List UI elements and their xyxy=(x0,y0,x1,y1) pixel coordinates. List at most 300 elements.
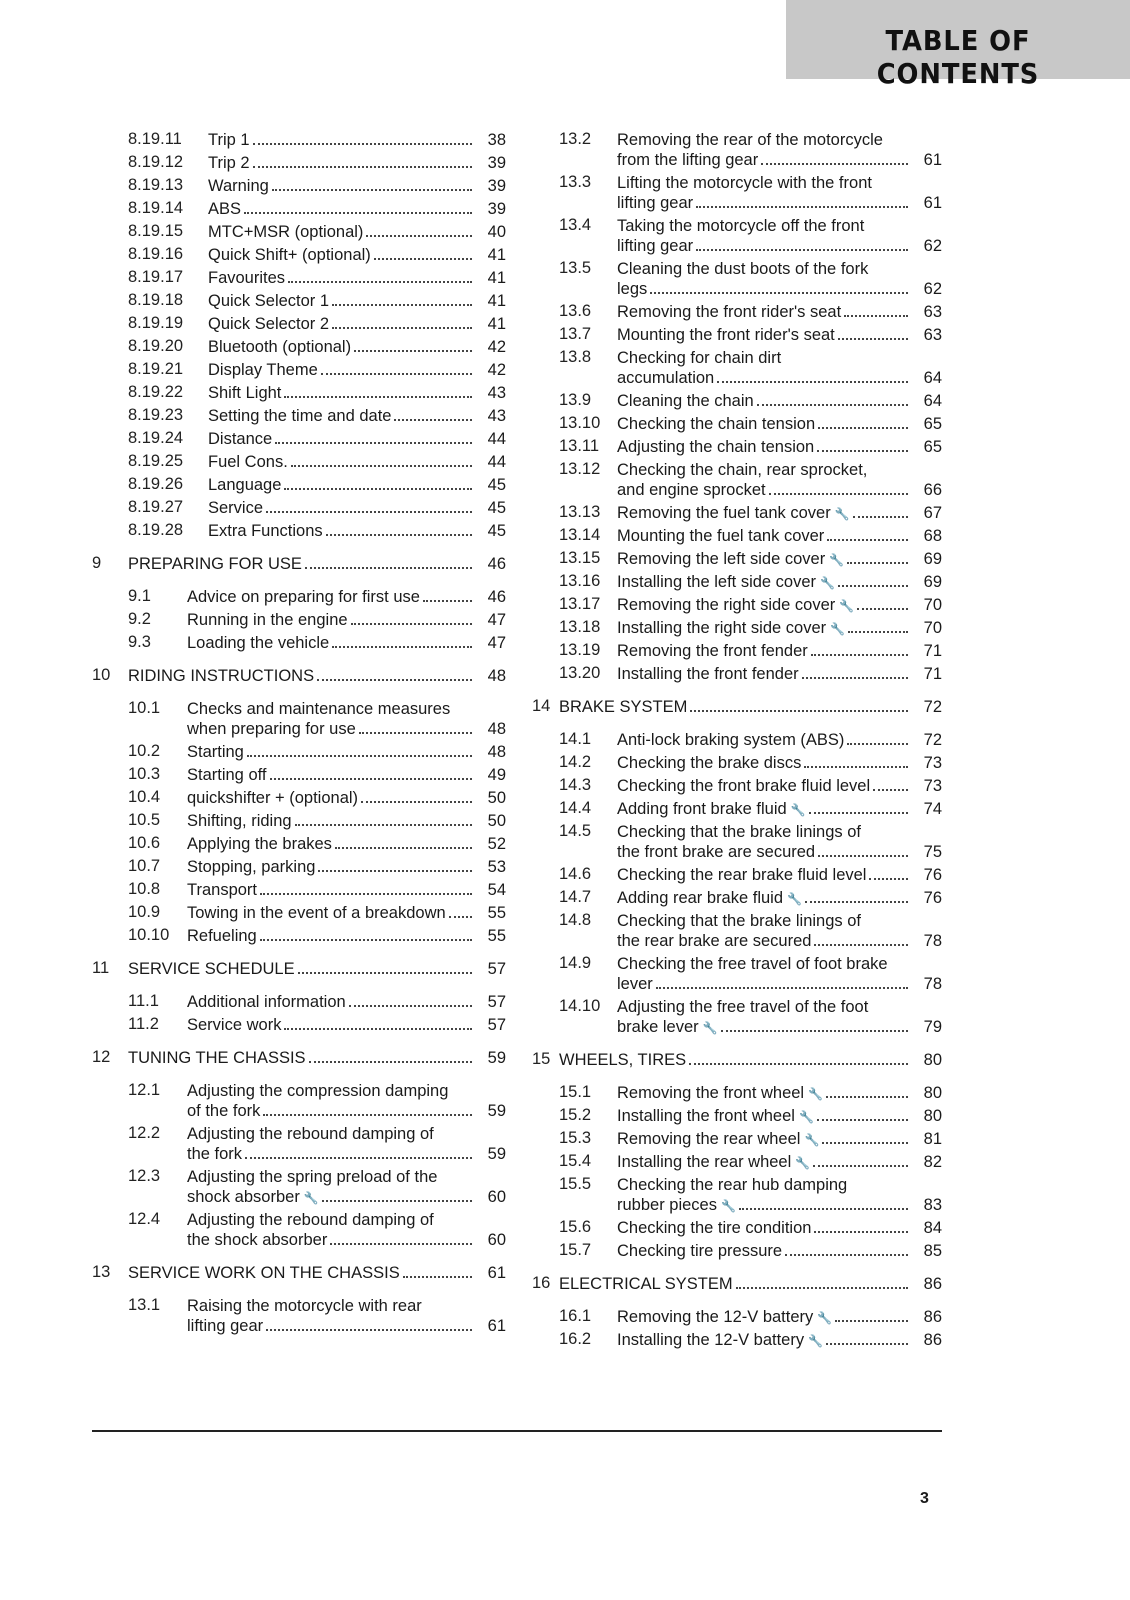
dot-leader xyxy=(326,534,472,536)
dot-leader xyxy=(761,163,908,165)
toc-entry-number: 10.4 xyxy=(128,788,161,806)
toc-entry-title: shock absorber xyxy=(187,1188,300,1206)
toc-entry[interactable] xyxy=(532,1274,942,1294)
dot-leader xyxy=(322,1200,472,1202)
toc-entry[interactable] xyxy=(92,245,506,265)
toc-entry-page: 69 xyxy=(923,573,942,591)
toc-entry[interactable] xyxy=(92,222,506,242)
toc-entry-title: Removing the front fender xyxy=(617,642,808,660)
toc-entry[interactable] xyxy=(532,572,942,592)
toc-entry[interactable] xyxy=(532,776,942,796)
toc-entry[interactable] xyxy=(532,1129,942,1149)
toc-entry-number: 8.19.14 xyxy=(128,199,184,217)
toc-entry[interactable] xyxy=(532,1307,942,1327)
toc-entry[interactable] xyxy=(92,452,506,472)
toc-entry[interactable] xyxy=(92,857,506,877)
toc-entry-page: 66 xyxy=(923,481,942,499)
toc-entry-page: 73 xyxy=(923,777,942,795)
toc-entry-number: 10.3 xyxy=(128,765,161,783)
toc-entry-title: and engine sprocket xyxy=(617,481,766,499)
toc-entry-number: 8.19.18 xyxy=(128,291,184,309)
toc-entry-page: 85 xyxy=(923,1242,942,1260)
toc-entry-title: Checking the chain tension xyxy=(617,415,816,433)
toc-entry-page: 69 xyxy=(923,550,942,568)
toc-entry[interactable] xyxy=(92,610,506,630)
dot-leader xyxy=(291,465,472,467)
toc-entry[interactable] xyxy=(532,822,942,862)
toc-entry-title: Checking the free travel of foot brake xyxy=(617,955,888,973)
toc-entry[interactable] xyxy=(532,595,942,615)
dot-leader xyxy=(270,778,473,780)
toc-entry[interactable] xyxy=(92,429,506,449)
wrench-icon: 🔧 xyxy=(830,622,846,636)
toc-entry[interactable] xyxy=(92,406,506,426)
toc-entry-number: 12.1 xyxy=(128,1081,161,1099)
toc-entry-title: Removing the left side cover xyxy=(617,550,826,568)
toc-entry-title: Trip 2 xyxy=(208,154,250,172)
toc-entry-title: Checking tire pressure xyxy=(617,1242,783,1260)
toc-entry-page: 75 xyxy=(923,843,942,861)
dot-leader xyxy=(650,292,908,294)
toc-entry-title: legs xyxy=(617,280,648,298)
toc-entry-page: 60 xyxy=(487,1188,506,1206)
toc-entry-page: 62 xyxy=(923,280,942,298)
toc-entry-number: 15.3 xyxy=(559,1129,592,1147)
toc-entry-number: 16.2 xyxy=(559,1330,592,1348)
toc-entry[interactable] xyxy=(532,954,942,994)
dot-leader xyxy=(253,166,472,168)
toc-entry-number: 8.19.16 xyxy=(128,245,184,263)
toc-entry-number: 13.6 xyxy=(559,302,592,320)
toc-entry[interactable] xyxy=(92,199,506,219)
toc-entry-title: Transport xyxy=(187,881,257,899)
toc-entry-page: 50 xyxy=(487,812,506,830)
toc-entry[interactable] xyxy=(92,176,506,196)
toc-entry[interactable] xyxy=(532,997,942,1037)
toc-entry-title: Lifting the motorcycle with the front xyxy=(617,174,872,192)
toc-entry-number: 8.19.20 xyxy=(128,337,184,355)
toc-entry-page: 57 xyxy=(487,1016,506,1034)
toc-entry-page: 82 xyxy=(923,1153,942,1171)
toc-entry-page: 73 xyxy=(923,754,942,772)
toc-entry-title: Adjusting the compression damping xyxy=(187,1082,449,1100)
toc-entry-number: 14.10 xyxy=(559,997,601,1015)
toc-entry[interactable] xyxy=(92,880,506,900)
toc-entry-title: Adjusting the spring preload of the xyxy=(187,1168,438,1186)
toc-entry-number: 9.3 xyxy=(128,633,151,651)
toc-entry-page: 86 xyxy=(923,1275,942,1293)
toc-entry[interactable] xyxy=(92,1263,506,1283)
toc-entry-page: 44 xyxy=(487,453,506,471)
toc-entry[interactable] xyxy=(532,697,942,717)
toc-entry-number: 8.19.22 xyxy=(128,383,184,401)
toc-entry-title: Checks and maintenance measures xyxy=(187,700,451,718)
toc-entry[interactable] xyxy=(532,259,942,299)
toc-entry-title: Installing the front wheel xyxy=(617,1107,795,1125)
toc-entry-number: 15.7 xyxy=(559,1241,592,1259)
toc-entry-page: 76 xyxy=(923,889,942,907)
toc-entry-page: 38 xyxy=(487,131,506,149)
toc-entry-number: 13.16 xyxy=(559,572,601,590)
toc-entry-page: 40 xyxy=(487,223,506,241)
toc-entry-page: 60 xyxy=(487,1231,506,1249)
toc-entry-number: 13.4 xyxy=(559,216,592,234)
dot-leader xyxy=(423,600,472,602)
toc-entry-page: 41 xyxy=(487,246,506,264)
wrench-icon: 🔧 xyxy=(804,1133,820,1147)
toc-entry-page: 80 xyxy=(923,1051,942,1069)
toc-entry-number: 13.17 xyxy=(559,595,601,613)
toc-entry[interactable] xyxy=(92,268,506,288)
toc-entry-number: 14.8 xyxy=(559,911,592,929)
toc-entry[interactable] xyxy=(92,788,506,808)
toc-entry[interactable] xyxy=(532,911,942,951)
toc-entry-title: BRAKE SYSTEM xyxy=(559,698,688,716)
toc-entry-title: Anti-lock braking system (ABS) xyxy=(617,731,845,749)
toc-entry[interactable] xyxy=(532,753,942,773)
toc-entry-title: ELECTRICAL SYSTEM xyxy=(559,1275,733,1293)
toc-entry-title: Cleaning the dust boots of the fork xyxy=(617,260,869,278)
toc-entry[interactable] xyxy=(92,475,506,495)
dot-leader xyxy=(857,608,908,610)
toc-entry-number: 11.2 xyxy=(128,1015,159,1033)
toc-entry-title: Taking the motorcycle off the front xyxy=(617,217,865,235)
wrench-icon: 🔧 xyxy=(817,1311,833,1325)
dot-leader xyxy=(275,442,472,444)
toc-entry-number: 8.19.17 xyxy=(128,268,184,286)
dot-leader xyxy=(721,1030,908,1032)
toc-entry-title: quickshifter + (optional) xyxy=(187,789,359,807)
toc-entry-number: 13.20 xyxy=(559,664,601,682)
toc-entry[interactable] xyxy=(532,549,942,569)
toc-entry[interactable] xyxy=(532,414,942,434)
toc-entry-page: 78 xyxy=(923,975,942,993)
toc-entry-number: 10 xyxy=(92,666,111,684)
toc-entry-page: 61 xyxy=(923,194,942,212)
toc-entry-page: 86 xyxy=(923,1331,942,1349)
toc-entry[interactable] xyxy=(92,291,506,311)
toc-entry-number: 9.2 xyxy=(128,610,151,628)
toc-entry-page: 61 xyxy=(487,1317,506,1335)
toc-entry[interactable] xyxy=(92,765,506,785)
toc-entry[interactable] xyxy=(532,302,942,322)
dot-leader xyxy=(394,419,472,421)
toc-entry-title: Warning xyxy=(208,177,269,195)
dot-leader xyxy=(263,1114,472,1116)
wrench-icon: 🔧 xyxy=(787,892,802,906)
toc-entry-title: Checking the front brake fluid level xyxy=(617,777,871,795)
dot-leader xyxy=(736,1287,908,1289)
toc-entry[interactable] xyxy=(532,888,942,908)
toc-entry-title: Installing the left side cover xyxy=(617,573,817,591)
toc-entry-page: 59 xyxy=(487,1102,506,1120)
toc-entry[interactable] xyxy=(532,1083,942,1103)
toc-entry-page: 55 xyxy=(487,927,506,945)
toc-entry-title: Trip 1 xyxy=(208,131,250,149)
dot-leader xyxy=(826,1096,908,1098)
toc-entry-page: 57 xyxy=(487,960,506,978)
toc-entry[interactable] xyxy=(532,437,942,457)
toc-entry-number: 16.1 xyxy=(559,1307,592,1325)
toc-entry-page: 39 xyxy=(487,177,506,195)
toc-entry-title: SERVICE SCHEDULE xyxy=(128,960,295,978)
dot-leader xyxy=(332,646,472,648)
toc-entry-page: 63 xyxy=(923,326,942,344)
dot-leader xyxy=(814,1231,908,1233)
toc-entry[interactable] xyxy=(92,1167,506,1207)
toc-entry-title: Removing the front wheel xyxy=(617,1084,805,1102)
toc-entry-number: 16 xyxy=(532,1274,551,1292)
toc-entry-page: 57 xyxy=(487,993,506,1011)
dot-leader xyxy=(361,801,472,803)
dot-leader xyxy=(827,539,908,541)
toc-entry[interactable] xyxy=(532,216,942,256)
dot-leader xyxy=(288,281,472,283)
dot-leader xyxy=(332,304,472,306)
toc-entry-title: Loading the vehicle xyxy=(187,634,330,652)
toc-entry[interactable] xyxy=(532,865,942,885)
toc-entry[interactable] xyxy=(532,526,942,546)
toc-entry-title: lifting gear xyxy=(187,1317,264,1335)
dot-leader xyxy=(359,732,472,734)
toc-entry[interactable] xyxy=(92,1081,506,1121)
dot-leader xyxy=(403,1276,472,1278)
dot-leader xyxy=(253,143,472,145)
dot-leader xyxy=(757,404,908,406)
toc-entry[interactable] xyxy=(92,314,506,334)
toc-entry[interactable] xyxy=(92,666,506,686)
toc-entry[interactable] xyxy=(532,730,942,750)
toc-entry[interactable] xyxy=(92,1048,506,1068)
toc-entry-number: 14.2 xyxy=(559,753,592,771)
toc-entry-title: Bluetooth (optional) xyxy=(208,338,352,356)
toc-entry[interactable] xyxy=(532,460,942,500)
toc-entry-title: the front brake are secured xyxy=(617,843,816,861)
toc-entry[interactable] xyxy=(92,587,506,607)
dot-leader xyxy=(656,987,908,989)
toc-entry-page: 72 xyxy=(923,698,942,716)
dot-leader xyxy=(260,893,472,895)
dot-leader xyxy=(690,710,908,712)
toc-entry-title: Adjusting the free travel of the foot xyxy=(617,998,869,1016)
toc-entry-title: Favourites xyxy=(208,269,286,287)
toc-entry-title: Checking the rear brake fluid level xyxy=(617,866,867,884)
toc-entry-page: 55 xyxy=(487,904,506,922)
toc-entry[interactable] xyxy=(92,811,506,831)
toc-entry-title: RIDING INSTRUCTIONS xyxy=(128,667,315,685)
toc-entry-title: Advice on preparing for first use xyxy=(187,588,420,606)
toc-entry[interactable] xyxy=(532,664,942,684)
toc-entry[interactable] xyxy=(92,633,506,653)
toc-entry-title: Adding front brake fluid xyxy=(617,800,787,818)
toc-entry[interactable] xyxy=(92,1210,506,1250)
toc-entry-title: Stopping, parking xyxy=(187,858,316,876)
dot-leader xyxy=(813,1165,908,1167)
toc-entry-title: Service work xyxy=(187,1016,282,1034)
toc-entry[interactable] xyxy=(92,521,506,541)
toc-entry[interactable] xyxy=(92,992,506,1012)
wrench-icon: 🔧 xyxy=(834,507,850,521)
toc-entry-number: 10.10 xyxy=(128,926,170,944)
toc-entry[interactable] xyxy=(92,742,506,762)
toc-entry[interactable] xyxy=(532,1218,942,1238)
toc-entry-title: of the fork xyxy=(187,1102,261,1120)
toc-entry-number: 13.9 xyxy=(559,391,592,409)
toc-entry-page: 49 xyxy=(487,766,506,784)
dot-leader xyxy=(309,1061,472,1063)
toc-entry-page: 68 xyxy=(923,527,942,545)
toc-entry[interactable] xyxy=(92,926,506,946)
toc-entry[interactable] xyxy=(532,173,942,213)
toc-entry[interactable] xyxy=(92,383,506,403)
toc-entry-number: 10.6 xyxy=(128,834,161,852)
toc-entry-page: 80 xyxy=(923,1107,942,1125)
toc-entry[interactable] xyxy=(532,130,942,170)
toc-entry-number: 10.2 xyxy=(128,742,161,760)
dot-leader xyxy=(785,1254,908,1256)
toc-entry-title: Quick Shift+ (optional) xyxy=(208,246,371,264)
dot-leader xyxy=(869,878,908,880)
toc-entry[interactable] xyxy=(532,503,942,523)
dot-leader xyxy=(374,258,472,260)
toc-entry-title: lifting gear xyxy=(617,237,694,255)
toc-entry[interactable] xyxy=(532,1106,942,1126)
toc-entry-number: 13.8 xyxy=(559,348,592,366)
toc-entry-title: Starting off xyxy=(187,766,267,784)
toc-entry-title: Removing the rear wheel xyxy=(617,1130,801,1148)
dot-leader xyxy=(260,939,472,941)
toc-entry-number: 12.4 xyxy=(128,1210,161,1228)
toc-entry-page: 44 xyxy=(487,430,506,448)
toc-entry-title: rubber pieces xyxy=(617,1196,717,1214)
toc-entry[interactable] xyxy=(92,554,506,574)
toc-entry-number: 8.19.15 xyxy=(128,222,184,240)
toc-entry[interactable] xyxy=(532,1330,942,1350)
toc-entry-page: 79 xyxy=(923,1018,942,1036)
toc-entry-title: Running in the engine xyxy=(187,611,348,629)
toc-entry[interactable] xyxy=(92,903,506,923)
dot-leader xyxy=(873,789,908,791)
dot-leader xyxy=(349,1005,472,1007)
wrench-icon: 🔧 xyxy=(795,1156,811,1170)
toc-entry[interactable] xyxy=(532,1050,942,1070)
toc-entry-number: 8.19.21 xyxy=(128,360,184,378)
toc-entry[interactable] xyxy=(532,799,942,819)
toc-entry-title: Towing in the event of a breakdown xyxy=(187,904,446,922)
toc-entry-page: 74 xyxy=(923,800,942,818)
toc-entry[interactable] xyxy=(92,959,506,979)
toc-entry-number: 10.8 xyxy=(128,880,161,898)
dot-leader xyxy=(449,916,472,918)
dot-leader xyxy=(805,901,908,903)
toc-entry-page: 64 xyxy=(923,369,942,387)
dot-leader xyxy=(817,1119,908,1121)
toc-entry-number: 8.19.27 xyxy=(128,498,184,516)
toc-entry[interactable] xyxy=(532,618,942,638)
toc-entry-title: Removing the fuel tank cover xyxy=(617,504,831,522)
dot-leader xyxy=(335,847,472,849)
toc-entry-title: Removing the 12-V battery xyxy=(617,1308,814,1326)
toc-entry[interactable] xyxy=(532,348,942,388)
toc-entry-number: 14.9 xyxy=(559,954,592,972)
dot-leader xyxy=(826,1343,908,1345)
dot-leader xyxy=(305,567,472,569)
toc-entry-title: Removing the rear of the motorcycle xyxy=(617,131,883,149)
toc-entry[interactable] xyxy=(92,498,506,518)
toc-entry[interactable] xyxy=(92,337,506,357)
toc-entry-title: Checking the brake discs xyxy=(617,754,802,772)
toc-entry-title: the shock absorber xyxy=(187,1231,328,1249)
toc-entry-number: 13.18 xyxy=(559,618,601,636)
toc-entry[interactable] xyxy=(532,1152,942,1172)
dot-leader xyxy=(814,944,908,946)
toc-entry[interactable] xyxy=(92,1296,506,1336)
wrench-icon: 🔧 xyxy=(702,1021,718,1035)
dot-leader xyxy=(822,1142,908,1144)
toc-entry[interactable] xyxy=(92,834,506,854)
toc-entry-number: 14.7 xyxy=(559,888,592,906)
toc-entry-title: the rear brake are secured xyxy=(617,932,812,950)
toc-entry-page: 71 xyxy=(923,665,942,683)
toc-entry-page: 72 xyxy=(923,731,942,749)
toc-entry-title: lifting gear xyxy=(617,194,694,212)
toc-entry-number: 14 xyxy=(532,697,551,715)
toc-entry[interactable] xyxy=(532,325,942,345)
dot-leader xyxy=(317,679,472,681)
toc-entry[interactable] xyxy=(92,1015,506,1035)
toc-entry-page: 70 xyxy=(923,619,942,637)
dot-leader xyxy=(817,450,908,452)
dot-leader xyxy=(321,373,472,375)
dot-leader xyxy=(245,1157,472,1159)
dot-leader xyxy=(847,562,908,564)
toc-entry-title: Starting xyxy=(187,743,244,761)
toc-entry-title: Checking that the brake linings of xyxy=(617,912,861,930)
page-title: TABLE OF CONTENTS xyxy=(876,24,1040,90)
toc-entry[interactable] xyxy=(92,699,506,739)
dot-leader xyxy=(295,824,472,826)
toc-entry-number: 13.2 xyxy=(559,130,592,148)
toc-entry-number: 8.19.11 xyxy=(128,130,182,148)
dot-leader xyxy=(835,1320,908,1322)
toc-entry-title: when preparing for use xyxy=(187,720,356,738)
dot-leader xyxy=(838,585,908,587)
toc-entry-number: 12.2 xyxy=(128,1124,161,1142)
toc-entry[interactable] xyxy=(92,130,506,150)
toc-entry-title: Shifting, riding xyxy=(187,812,292,830)
dot-leader xyxy=(266,511,472,513)
toc-entry[interactable] xyxy=(532,1175,942,1215)
toc-entry-page: 78 xyxy=(923,932,942,950)
toc-entry-number: 15.6 xyxy=(559,1218,592,1236)
toc-entry-number: 10.1 xyxy=(128,699,161,717)
toc-entry[interactable] xyxy=(92,153,506,173)
toc-entry-title: Adding rear brake fluid xyxy=(617,889,784,907)
dot-leader xyxy=(689,1063,908,1065)
toc-entry[interactable] xyxy=(532,641,942,661)
toc-entry-title: Applying the brakes xyxy=(187,835,332,853)
toc-entry[interactable] xyxy=(532,1241,942,1261)
toc-entry-number: 13.10 xyxy=(559,414,601,432)
toc-entry-number: 15.2 xyxy=(559,1106,592,1124)
toc-entry-page: 61 xyxy=(923,151,942,169)
toc-entry-page: 80 xyxy=(923,1084,942,1102)
toc-entry[interactable] xyxy=(92,1124,506,1164)
toc-entry[interactable] xyxy=(92,360,506,380)
dot-leader xyxy=(247,755,472,757)
toc-entry-number: 8.19.24 xyxy=(128,429,184,447)
toc-entry[interactable] xyxy=(532,391,942,411)
